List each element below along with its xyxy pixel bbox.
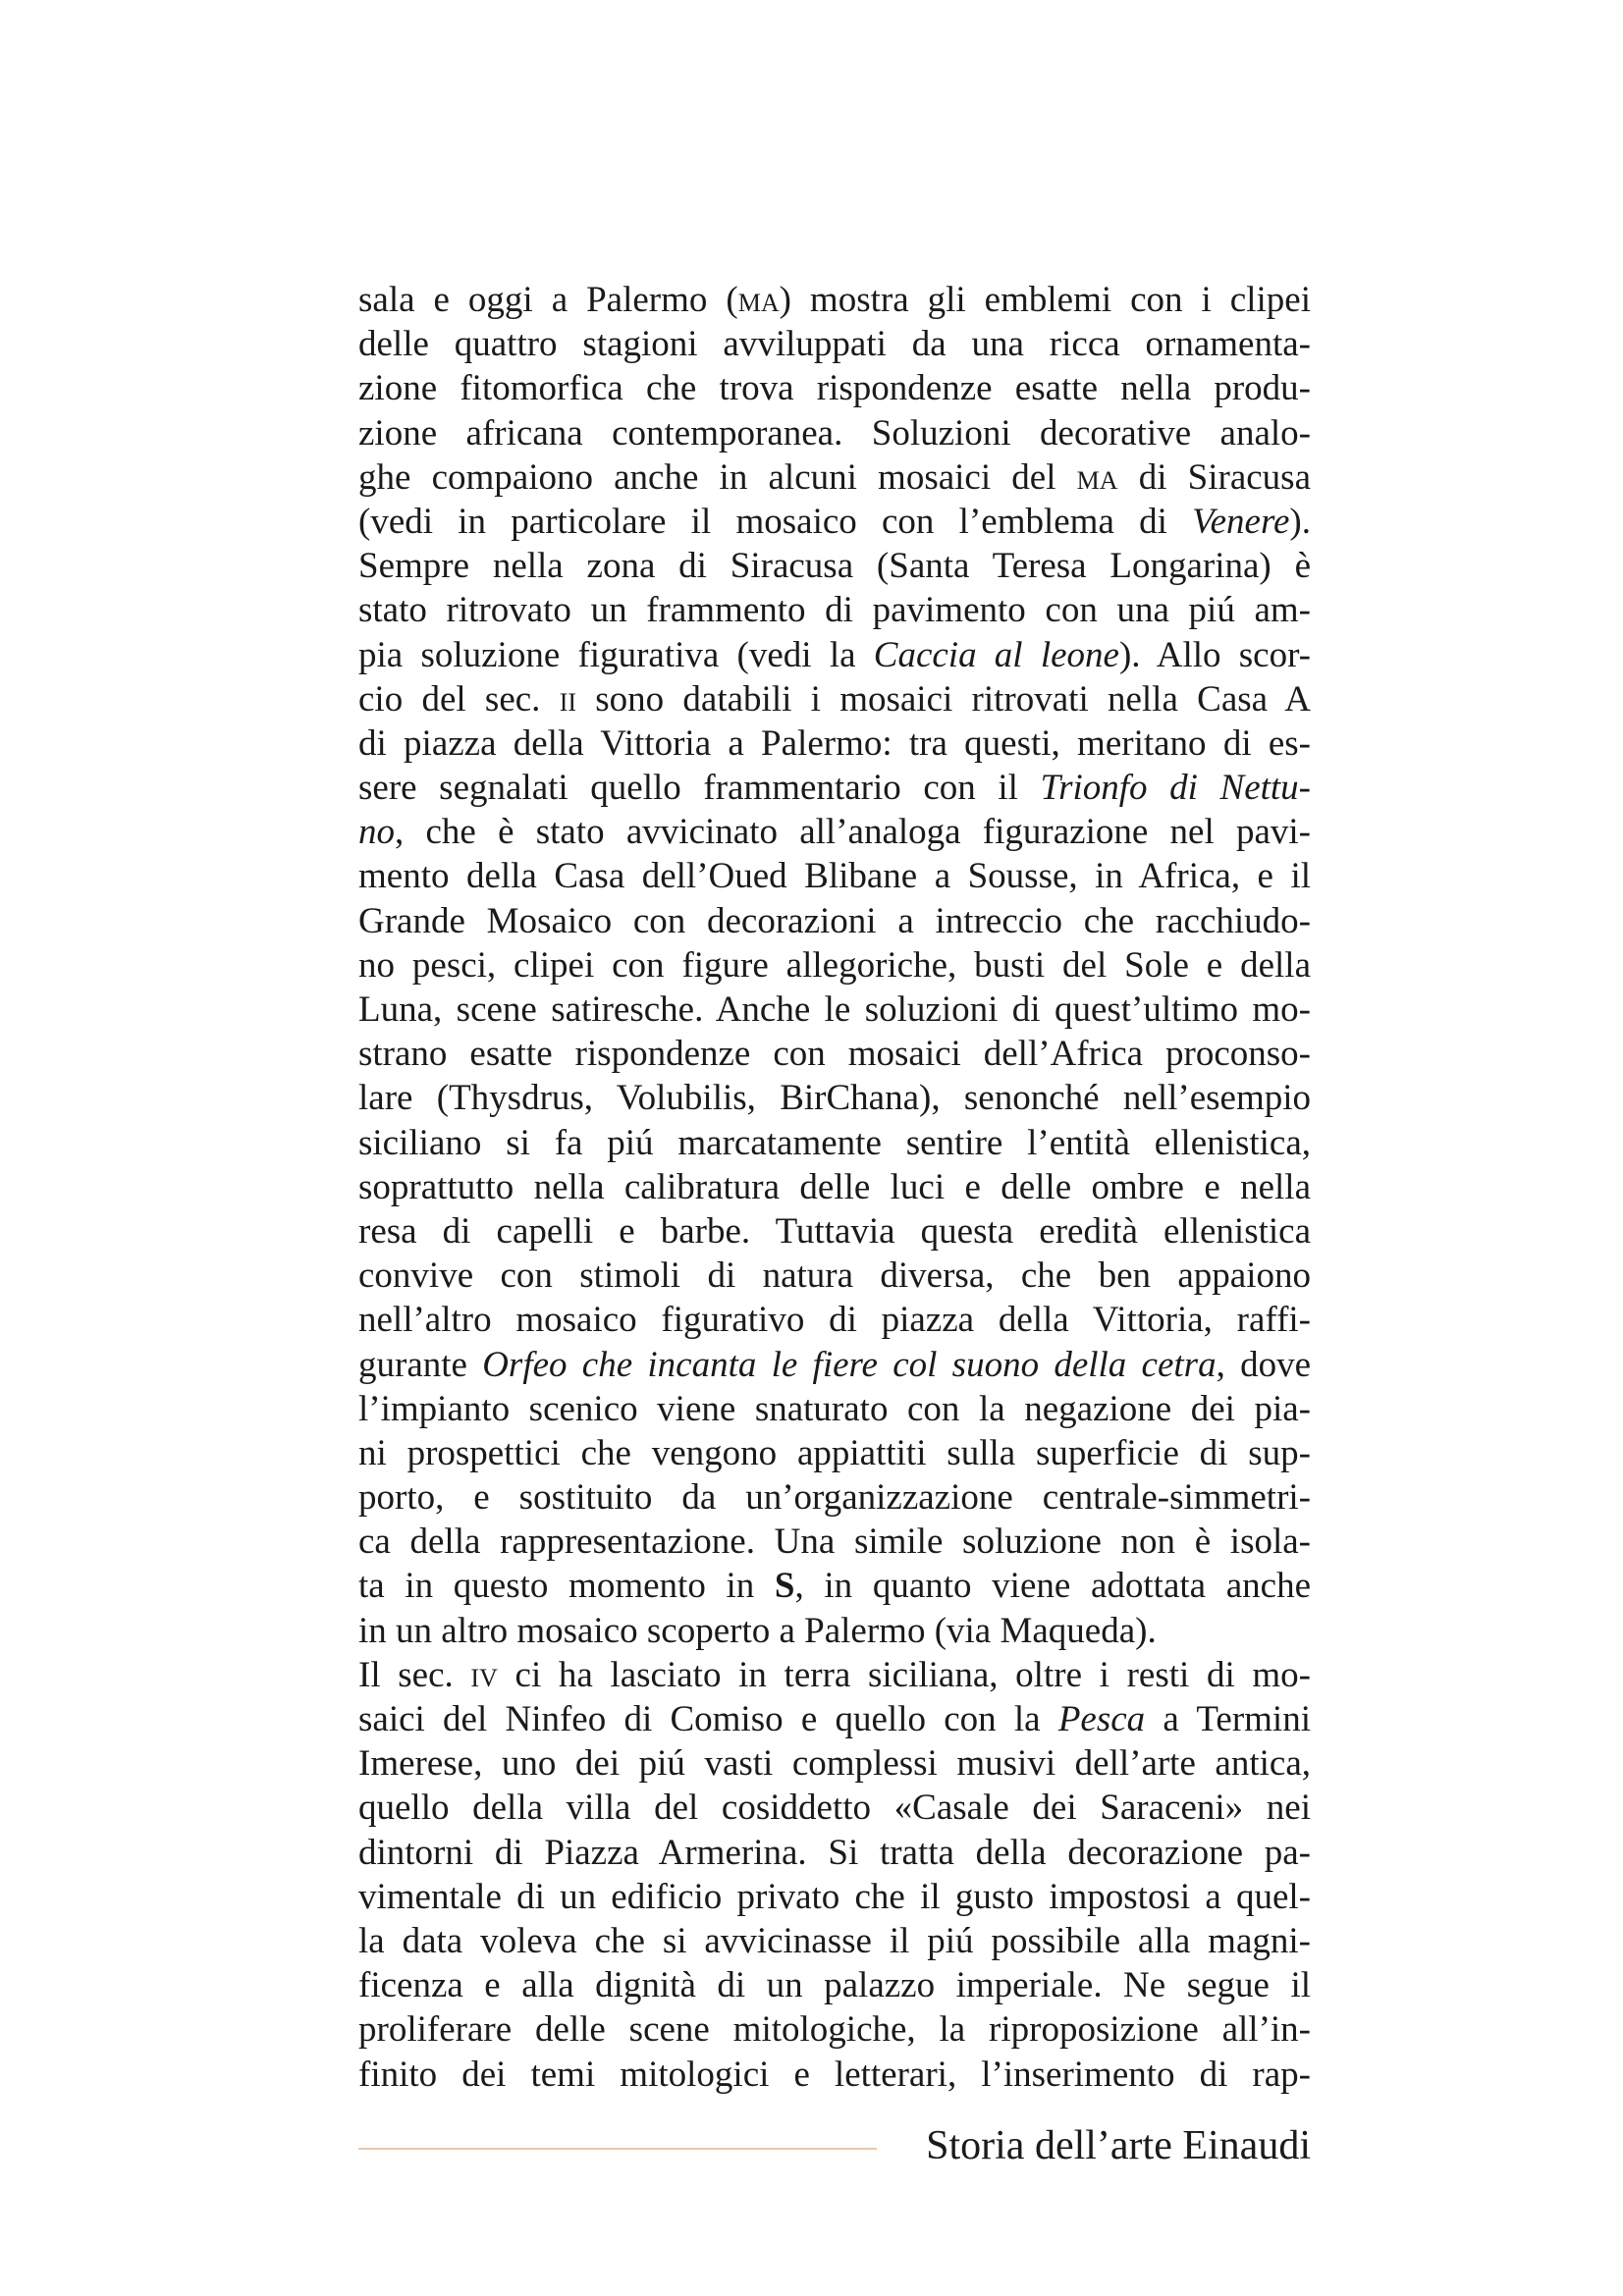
text-line: strano esatte rispondenze con mosaici dell’Africa proconso- [358,1034,1311,1075]
text-line: nell’altro mosaico figurativo di piazza della Vittoria, raffi- [358,1300,1311,1341]
text-line: Sempre nella zona di Siracusa (Santa Teresa Longarina) è [358,546,1311,587]
text-line: finito dei temi mitologici e letterari, l’inserimento di rap- [358,2054,1311,2095]
text-line: Grande Mosaico con decorazioni a intreccio che racchiudo- [358,900,1311,941]
text-line: no, che è stato avvicinato all’analoga figurazione nel pavi- [358,812,1311,853]
text-line: Il sec. iv ci ha lasciato in terra siciliana, oltre i resti di mo- [358,1654,1311,1695]
text-line: di piazza della Vittoria a Palermo: tra questi, meritano di es- [358,722,1311,764]
text-line: Imerese, uno dei piú vasti complessi musivi dell’arte antica, [358,1743,1311,1785]
text-line: ni prospettici che vengono appiattiti sulla superficie di sup- [358,1432,1311,1473]
text-line: Luna, scene satiresche. Anche le soluzioni di quest’ultimo mo- [358,989,1311,1030]
footer-title: Storia dell’arte Einaudi [926,2123,1311,2168]
text-line: zione fitomorfica che trova rispondenze esatte nella produ- [358,368,1311,409]
text-line: (vedi in particolare il mosaico con l’emblema di Venere). [358,501,1311,542]
text-line: no pesci, clipei con figure allegoriche, busti del Sole e della [358,944,1311,986]
text-line: porto, e sostituito da un’organizzazione centrale-simmetri- [358,1477,1311,1519]
body-text [358,278,1311,2097]
text-line: cio del sec. ii sono databili i mosaici ritrovati nella Casa A [358,678,1311,720]
text-line: sere segnalati quello frammentario con il Trionfo di Nettu- [358,768,1311,809]
text-line: quello della villa del cosiddetto «Casale dei Saraceni» nei [358,1788,1311,1829]
text-line: siciliano si fa piú marcatamente sentire l’entità ellenistica, [358,1122,1311,1163]
text-line: la data voleva che si avvicinasse il piú possibile alla magni- [358,1920,1311,1961]
text-line: zione africana contemporanea. Soluzioni decorative analo- [358,412,1311,454]
text-line: dintorni di Piazza Armerina. Si tratta della decorazione pa- [358,1832,1311,1873]
text-line: l’impianto scenico viene snaturato con la negazione dei pia- [358,1388,1311,1429]
text-line: vimentale di un edificio privato che il gusto impostosi a quel- [358,1876,1311,1917]
text-line: resa di capelli e barbe. Tuttavia questa eredità ellenistica [358,1210,1311,1252]
text-line: mento della Casa dell’Oued Blibane a Sousse, in Africa, e il [358,856,1311,897]
text-line: ghe compaiono anche in alcuni mosaici del ma di Siracusa [358,456,1311,498]
text-line: in un altro mosaico scoperto a Palermo (via Maqueda). [358,1610,1157,1651]
text-line: sala e oggi a Palermo (ma) mostra gli emblemi con i clipei [358,280,1311,320]
footer-divider [358,2148,877,2150]
text-line: ta in questo momento in S, in quanto viene adottata anche [358,1566,1311,1607]
text-line: lare (Thysdrus, Volubilis, BirChana), senonché nell’esempio [358,1078,1311,1119]
text-line: pia soluzione figurativa (vedi la Caccia al leone). Allo scor- [358,634,1311,675]
text-line: soprattutto nella calibratura delle luci e delle ombre e nella [358,1166,1311,1207]
text-line: proliferare delle scene mitologiche, la riproposizione all’in- [358,2009,1311,2051]
text-line: ficenza e alla dignità di un palazzo imperiale. Ne segue il [358,1965,1311,2006]
text-line: delle quattro stagioni avviluppati da una ricca ornamenta- [358,324,1311,365]
text-line: ca della rappresentazione. Una simile soluzione non è isola- [358,1522,1311,1563]
text-line: gurante Orfeo che incanta le fiere col suono della cetra, dove [358,1344,1311,1385]
text-line: saici del Ninfeo di Comiso e quello con la Pesca a Termini [358,1699,1311,1739]
text-line: convive con stimoli di natura diversa, che ben appaiono [358,1255,1311,1297]
text-line: stato ritrovato un frammento di pavimento con una piú am- [358,590,1311,631]
